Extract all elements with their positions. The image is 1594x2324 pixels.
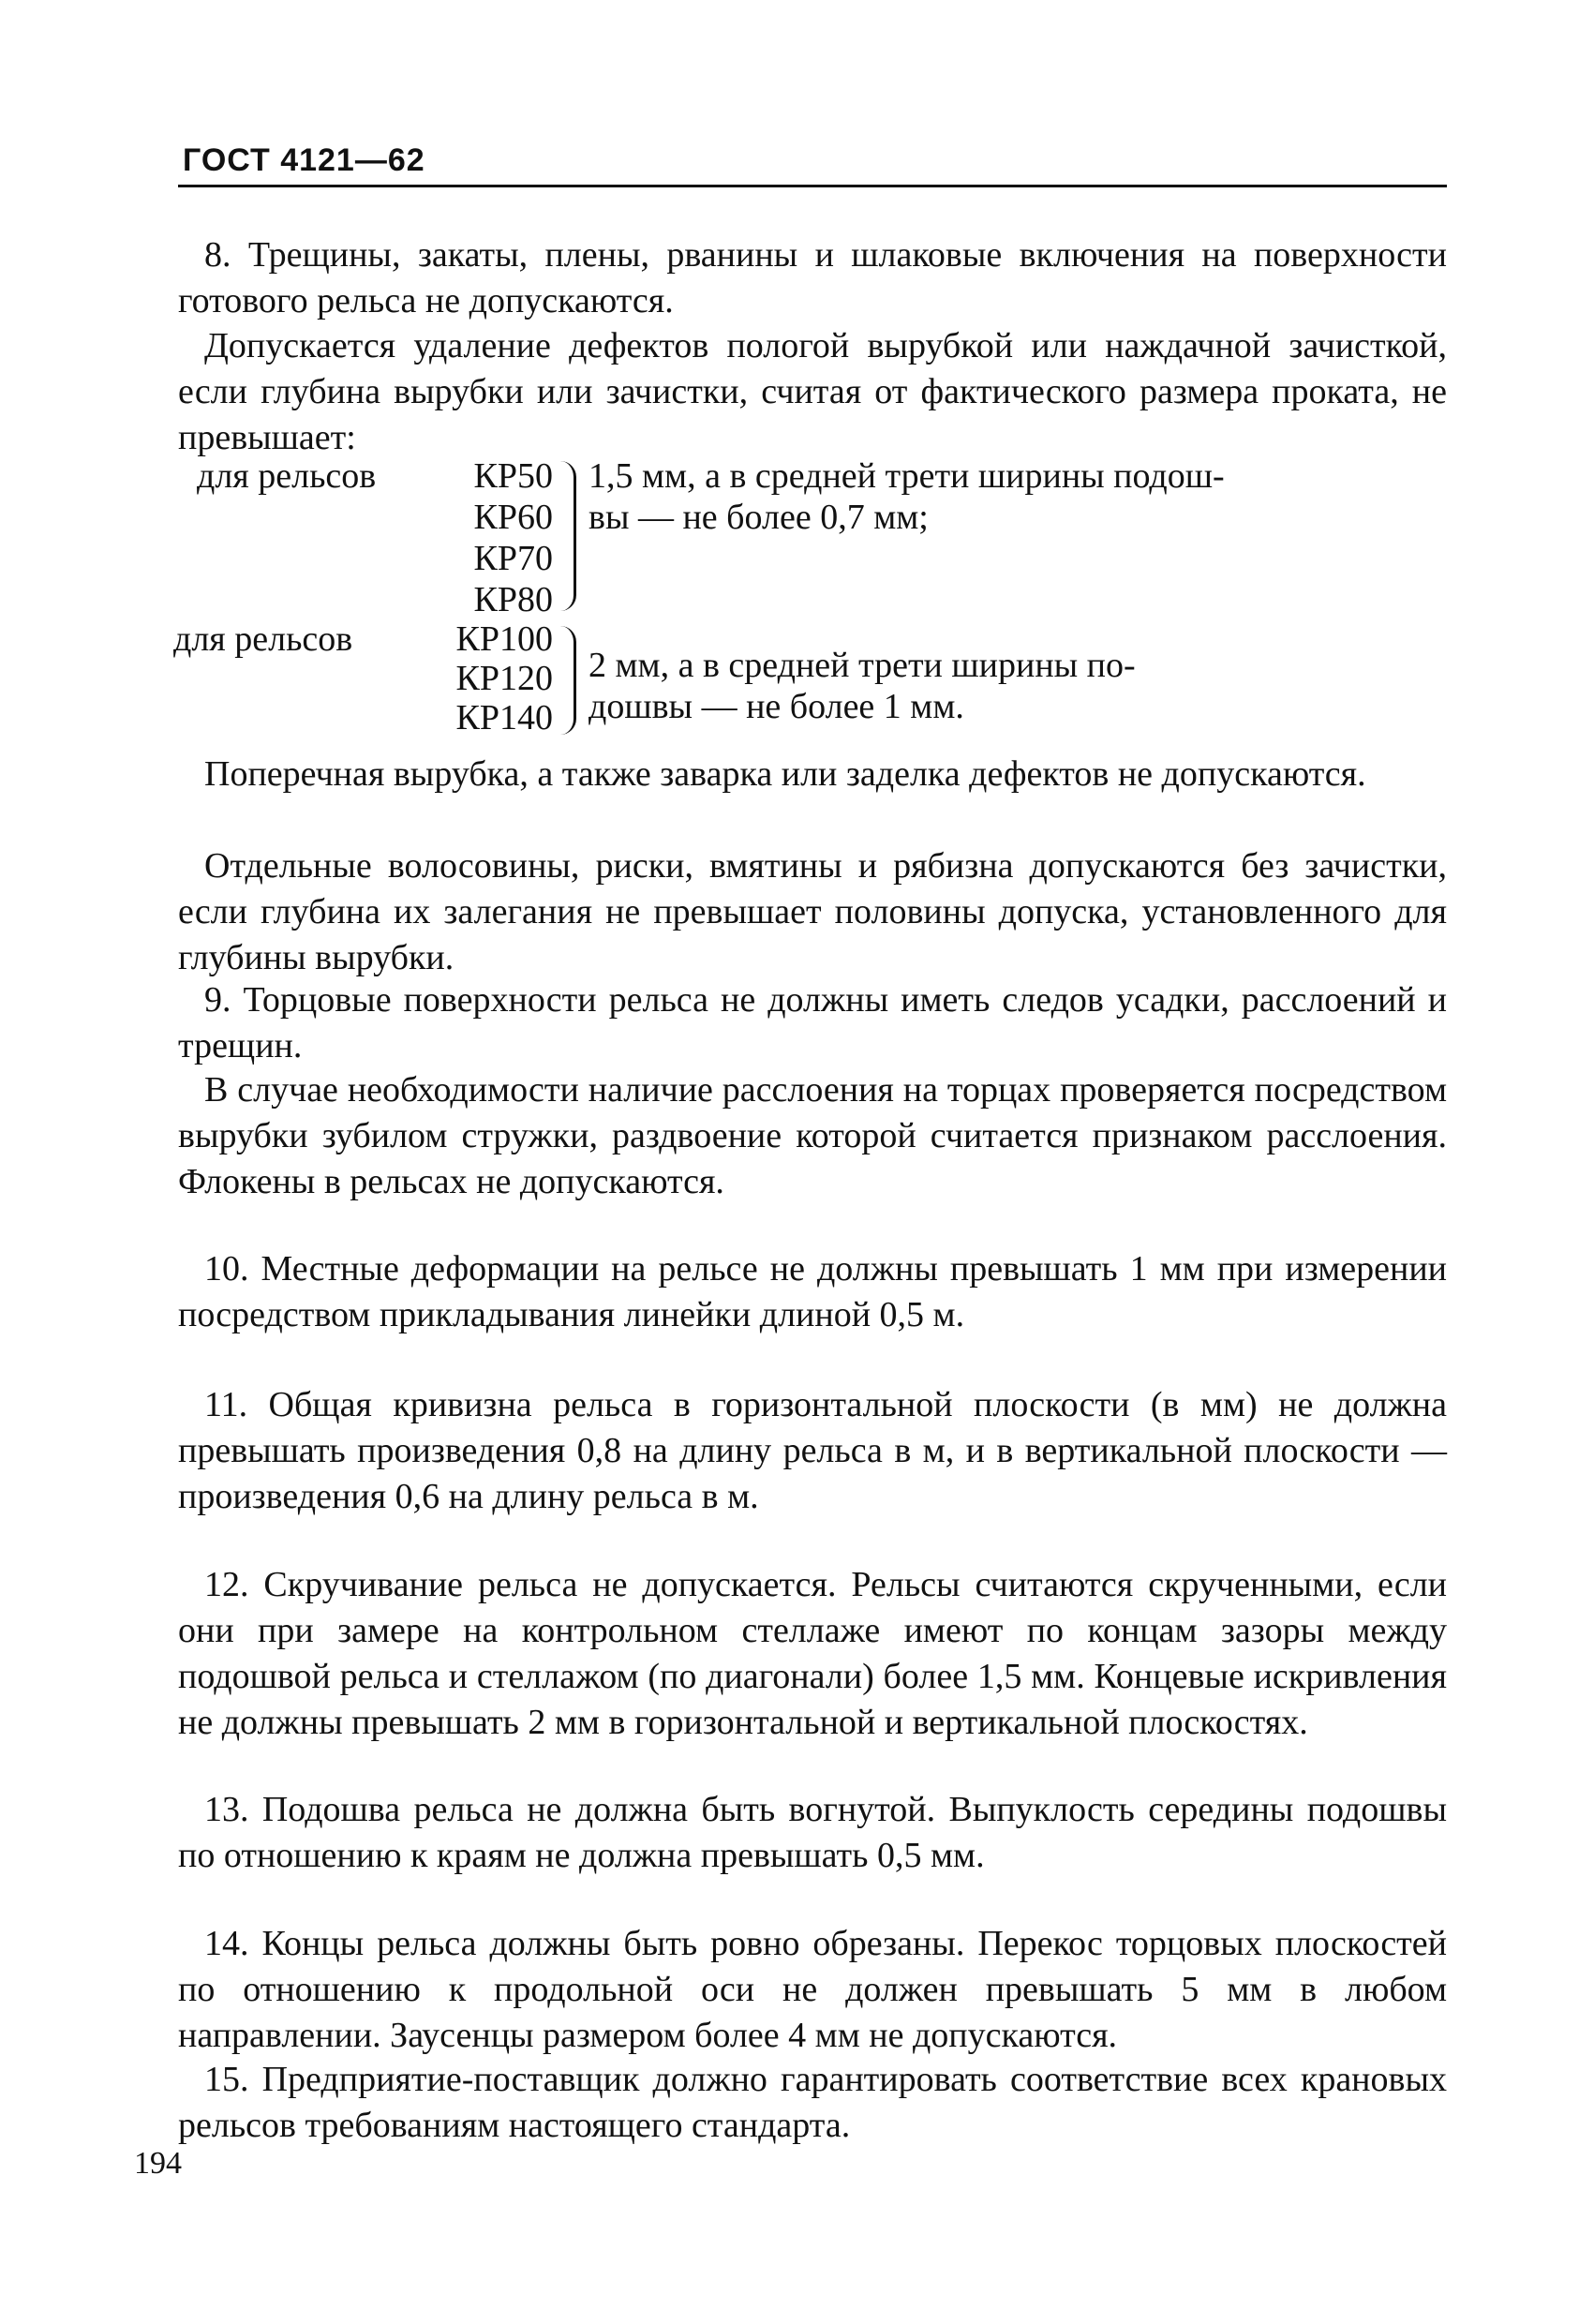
group2-rail-1: КР100 [455,619,553,659]
group1-note-line2: вы — не более 0,7 мм; [588,498,929,537]
group1-note-line1: 1,5 мм, а в средней трети ширины подош- [588,456,1225,496]
group2-rail-3: КР140 [455,698,553,737]
paragraph-delamination: В случае необходимости наличие расслоения на торцах проверяется посредством вырубки зубилом стружки, раздвоение которой считается признаком расслоения. Флокены в рельсах не допускаются. [178,1070,1447,1201]
group2-brace [560,626,576,735]
paragraph-transverse-cut: Поперечная вырубка, а также заварка или заделка дефектов не допускаются. [204,754,1366,794]
group1-brace [560,461,576,611]
group1-rail-3: КР70 [473,539,553,578]
group2-rail-2: КР120 [455,659,553,698]
paragraph-9: 9. Торцовые поверхности рельса не должны иметь следов усадки, расслоений и трещин. [178,980,1447,1065]
group2-note-line2: дошвы — не более 1 мм. [588,687,964,726]
group1-rail-1: КР50 [473,456,553,496]
page-header: ГОСТ 4121—62 [183,142,425,178]
group1-label: для рельсов [197,456,377,496]
header-rule [178,185,1447,187]
group1-rail-2: КР60 [473,498,553,537]
paragraph-8: 8. Трещины, закаты, плены, рванины и шлаковые включения на поверхности готового рельса не допускаются. [178,235,1447,320]
page-number: 194 [134,2146,182,2181]
group2-note-line1: 2 мм, а в средней трети ширины по- [588,646,1136,685]
group1-rail-4: КР80 [473,580,553,619]
paragraph-12: 12. Скручивание рельса не допускается. Рельсы считаются скрученными, если они при замере на контрольном стеллаже имеют по концам зазоры между подошвой рельса и стеллажом (по диагонали) более 1,5 мм. Концевые искривления не должны превышать 2 мм в горизонтальной и вертикальной плоскостях. [178,1565,1447,1742]
paragraph-13: 13. Подошва рельса не должна быть вогнутой. Выпуклость середины подошвы по отношению к краям не должна превышать 0,5 мм. [178,1790,1447,1875]
paragraph-15: 15. Предприятие-поставщик должно гарантировать соответствие всех крановых рельсов требованиям настоящего стандарта. [178,2060,1447,2145]
paragraph-hairlines: Отдельные волосовины, риски, вмятины и рябизна допускаются без зачистки, если глубина их залегания не превышает половины допуска, установленного для глубины вырубки. [178,846,1447,977]
paragraph-11: 11. Общая кривизна рельса в горизонтальной плоскости (в мм) не должна превышать произведения 0,8 на длину рельса в м, и в вертикальной плоскости — произведения 0,6 на длину рельса в м. [178,1385,1447,1516]
group2-label: для рельсов [173,619,353,659]
paragraph-defect-removal: Допускается удаление дефектов пологой вырубкой или наждачной зачисткой, если глубина вырубки или зачистки, считая от фактического размера проката, не превышает: [178,326,1447,457]
paragraph-14: 14. Концы рельса должны быть ровно обрезаны. Перекос торцовых плоскостей по отношению к продольной оси не должен превышать 5 мм в любом направлении. Заусенцы размером более 4 мм не допускаются. [178,1924,1447,2055]
paragraph-10: 10. Местные деформации на рельсе не должны превышать 1 мм при измерении посредством прикладывания линейки длиной 0,5 м. [178,1249,1447,1334]
